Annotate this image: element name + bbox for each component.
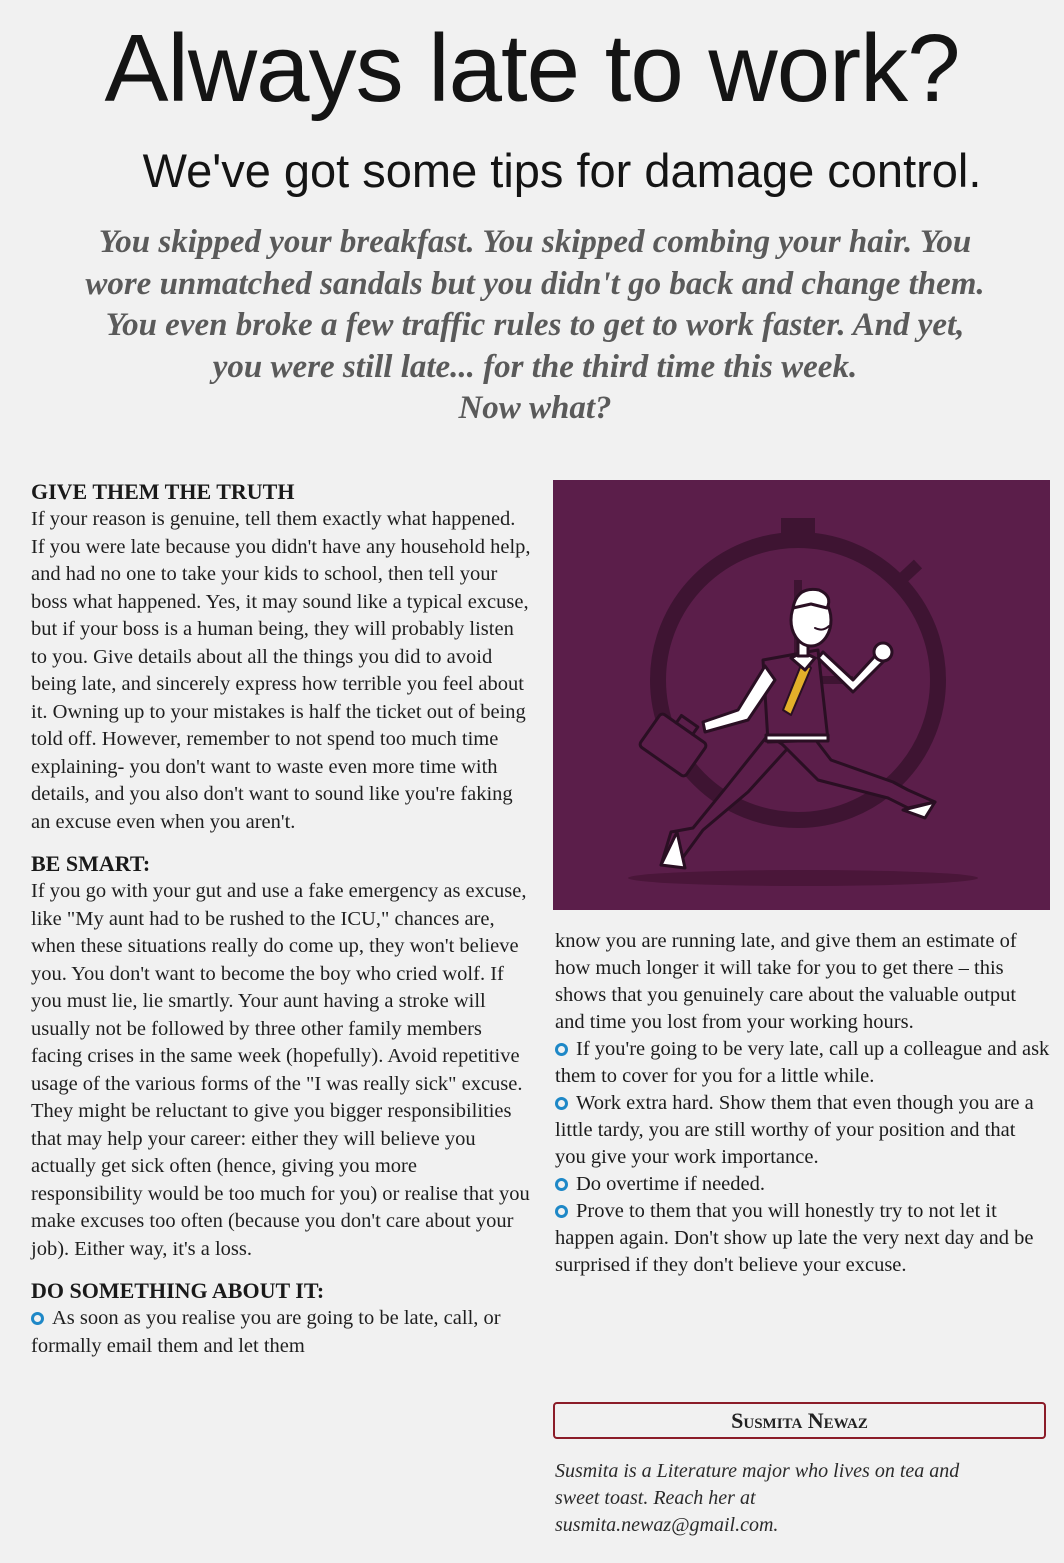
bullet-ring-icon [555, 1097, 568, 1110]
intro-line: wore unmatched sandals but you didn't go back and change them. [85, 265, 985, 302]
bio-line: sweet toast. Reach her at [555, 1487, 756, 1509]
intro-paragraph [20, 222, 1050, 430]
bullet-ring-icon [555, 1043, 568, 1056]
section-heading: GIVE THEM THE TRUTH [31, 479, 295, 504]
bullet-ring-icon [555, 1178, 568, 1191]
bullet-text: Do overtime if needed. [576, 1173, 765, 1195]
bullet-item [555, 1171, 1050, 1198]
bio-line: Susmita is a Literature major who lives on tea and [555, 1460, 960, 1482]
intro-line: You skipped your breakfast. You skipped combing your hair. You [98, 224, 972, 260]
article-subtitle: We've got some tips for damage control. [142, 144, 982, 197]
bullet-ring-icon [31, 1312, 44, 1325]
left-column [31, 478, 531, 1374]
intro-line: you were still late... for the third time this week. [212, 348, 858, 385]
continued-text: know you are running late, and give them an estimate of how much longer it will take for you to get there – this shows that you genuinely care about the valuable output and time you lost from your working hours. [555, 930, 1017, 1033]
section-heading: BE SMART: [31, 851, 151, 876]
author-bio [555, 1458, 1050, 1539]
article-title: Always late to work? [104, 15, 960, 122]
section-do-something [31, 1277, 531, 1360]
section-smart [31, 850, 531, 1263]
section-truth [31, 478, 531, 836]
bullet-text: As soon as you realise you are going to be late, call, or formally email them and let them [31, 1307, 501, 1357]
intro-line: You even broke a few traffic rules to get to work faster. And yet, [105, 307, 965, 343]
bullet-ring-icon [555, 1205, 568, 1218]
bullet-item [31, 1305, 531, 1360]
bullet-item [555, 1198, 1050, 1279]
illustration [553, 480, 1050, 910]
bullet-item [555, 1090, 1050, 1171]
running-late-businessman-with-stopwatch-icon [553, 480, 1050, 910]
section-body: If your reason is genuine, tell them exactly what happened. If you were late because you didn't have any household help, and had no one to take your kids to school, then tell your boss what happened. Yes, it may sound like a typical excuse, but if your boss is a human being, they will probably listen to you. Give details about all the things you did to avoid being late, and sincerely express how terrible you feel about it. Owning up to your mistakes is half the ticket out of being told off. However, remember to not spend too much time explaining- you don't want to waste even more time with details, and you also don't want to sound like you're faking an excuse even when you aren't. [31, 508, 531, 833]
bullet-text: Prove to them that you will honestly try to not let it happen again. Don't show up late the very next day and be surprised if they don't believe your excuse. [555, 1200, 1034, 1276]
right-column [555, 928, 1050, 1279]
intro-line: Now what? [458, 390, 612, 426]
author-byline: Susmita Newaz [553, 1402, 1046, 1439]
author-email-link[interactable]: susmita.newaz@gmail.com. [555, 1514, 779, 1536]
bullet-item [555, 1036, 1050, 1090]
section-body: If you go with your gut and use a fake emergency as excuse, like "My aunt had to be rushed to the ICU," chances are, when these situations really do come up, they won't believe you. You don't want to become the boy who cried wolf. If you must lie, lie smartly. Your aunt having a stroke will usually not be followed by three other family members facing crises in the same week (hopefully). Avoid repetitive usage of the various forms of the "I was really sick" excuse. They might be reluctant to give you bigger responsibilities that may help your career: either they will believe you actually get sick often (hence, giving you more responsibility would be too much for you) or realise that you make excuses too often (because you don't care about your job). Either way, it's a loss. [31, 880, 530, 1260]
bullet-text: If you're going to be very late, call up a colleague and ask them to cover for you for a little while. [555, 1038, 1050, 1087]
bullet-text: Work extra hard. Show them that even though you are a little tardy, you are still worthy of your position and that you give your work importance. [555, 1092, 1034, 1168]
section-heading: DO SOMETHING ABOUT IT: [31, 1278, 325, 1303]
